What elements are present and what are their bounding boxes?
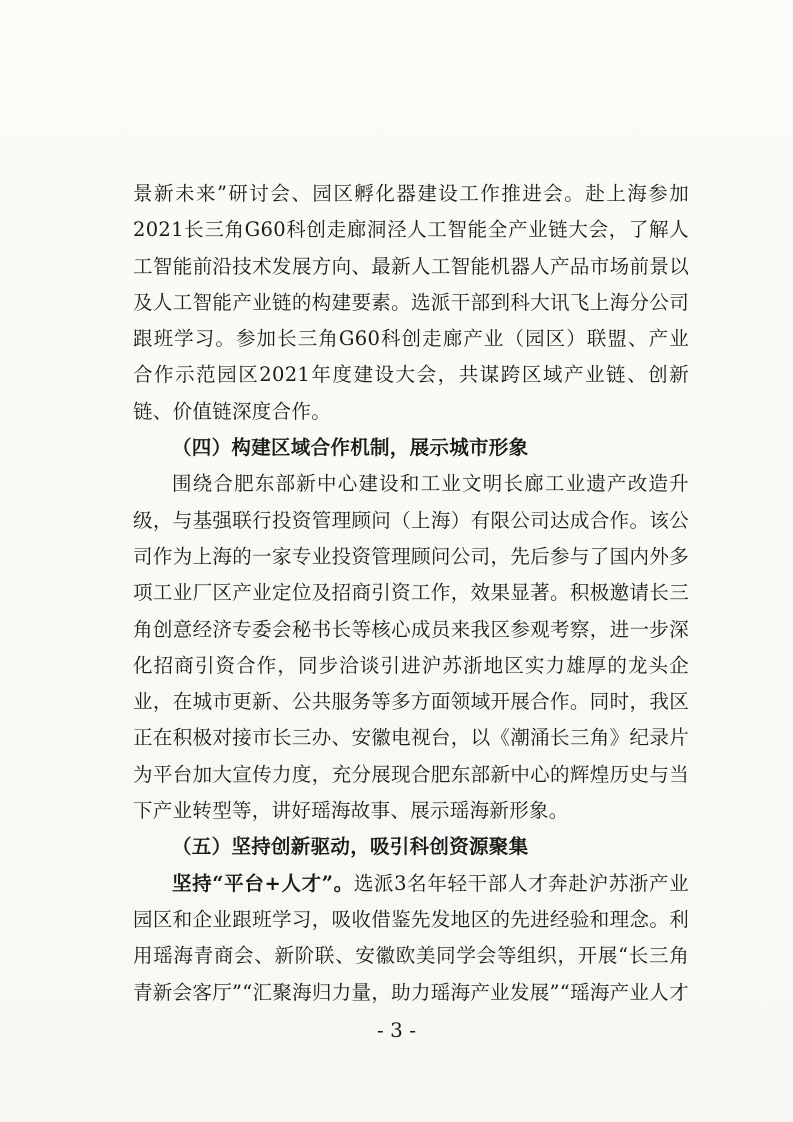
paragraph-continuation: 景新未来”研讨会、园区孵化器建设工作推进会。赴上海参加2021长三角G60科创走廊洞泾人工智能全产业链大会，了解人工智能前沿技术发展方向、最新人工智能机器人产品市场前景以及人工智能产业链的构建要素。选派干部到科大讯飞上海分公司跟班学习。参加长三角G60科创走廊产业（园区）联盟、产业合作示范园区2021年度建设大会，共谋跨区域产业链、创新链、价值链深度合作。 [133, 182, 689, 423]
paragraph-innovation-text: 选派3名年轻干部人才奔赴沪苏浙产业园区和企业跟班学习，吸收借鉴先发地区的先进经验和理念。利用瑶海青商会、新阶联、安徽欧美同学会等组织，开展“长三角青新会客厅”“汇聚海归力量，助力瑶海产业发展”“瑶海产业人才 [133, 871, 689, 1004]
paragraph-lead-phrase: 坚持“平台+人才”。 [172, 871, 354, 895]
section-heading-4: （四）构建区域合作机制，展示城市形象 [172, 436, 529, 460]
section-heading-5: （五）坚持创新驱动，吸引科创资源聚集 [172, 835, 529, 859]
page-number: - 3 - [377, 1018, 416, 1042]
document-body [133, 176, 689, 1011]
paragraph-innovation [133, 866, 689, 1011]
paragraph-regional-cooperation: 围绕合肥东部新中心建设和工业文明长廊工业遗产改造升级，与基强联行投资管理顾问（上海）有限公司达成合作。该公司作为上海的一家专业投资管理顾问公司，先后参与了国内外多项工业厂区产业定位及招商引资工作，效果显著。积极邀请长三角创意经济专委会秘书长等核心成员来我区参观考察，进一步深化招商引资合作，同步洽谈引进沪苏浙地区实力雄厚的龙头企业，在城市更新、公共服务等多方面领域开展合作。同时，我区正在积极对接市长三办、安徽电视台，以《潮涌长三角》纪录片为平台加大宣传力度，充分展现合肥东部新中心的辉煌历史与当下产业转型等，讲好瑶海故事、展示瑶海新形象。 [133, 472, 689, 823]
